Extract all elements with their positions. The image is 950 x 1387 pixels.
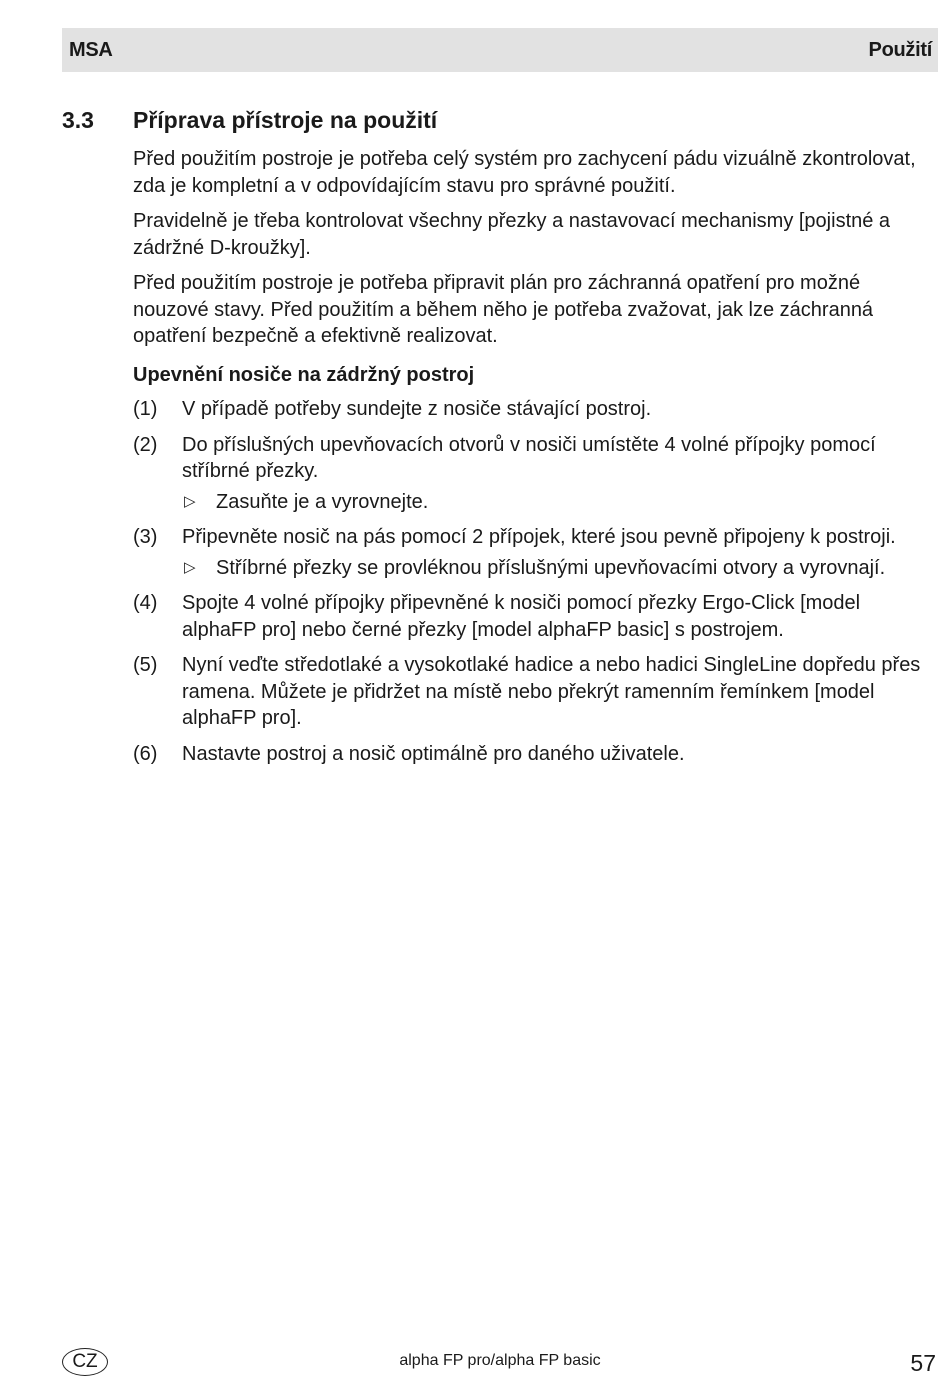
paragraph: Pravidelně je třeba kontrolovat všechny přezky a nastavovací mechanismy [pojistné a zádržné D-kroužky]. <box>133 210 891 259</box>
procedure-step <box>133 590 938 643</box>
procedure-step <box>133 396 938 423</box>
result-arrow-icon: ▷ <box>184 492 196 510</box>
step-number: (1) <box>133 398 158 420</box>
step-number: (2) <box>133 433 158 456</box>
page-footer <box>62 1348 938 1380</box>
step-text: Spojte 4 volné přípojky připevněné k nosiči pomocí přezky Ergo-Click [model alphaFP pro] nebo černé přezky [model alphaFP basic] s postrojem. <box>182 592 861 641</box>
brand-label: MSA <box>69 38 113 61</box>
step-number: (5) <box>133 654 158 676</box>
step-text: Nastavte postroj a nosič optimálně pro daného uživatele. <box>182 742 685 765</box>
paragraph: Před použitím postroje je potřeba připravit plán pro záchranná opatření pro možné nouzové stavy. Před použitím a během něho je potřeba zvažovat, jak lze záchranná opatření bezpečně a efektivně realizovat. <box>133 272 874 347</box>
page-number: 57 <box>910 1350 936 1376</box>
section-title: Příprava přístroje na použití <box>133 107 438 133</box>
step-result <box>182 489 938 516</box>
step-text: Do příslušných upevňovacích otvorů v nosiči umístěte 4 volné přípojky pomocí stříbrné přezky. <box>182 433 876 482</box>
step-number: (4) <box>133 592 158 614</box>
step-text: Připevněte nosič na pás pomocí 2 přípojek, které jsou pevně připojeny k postroji. <box>182 526 896 548</box>
step-number: (6) <box>133 742 158 765</box>
procedure-step <box>133 652 938 732</box>
chapter-label: Použití <box>868 38 932 61</box>
step-number: (3) <box>133 526 158 548</box>
procedure-heading: Upevnění nosiče na zádržný postroj <box>133 363 475 386</box>
procedure-step <box>133 741 938 768</box>
procedure-step <box>133 432 938 516</box>
section-heading <box>62 106 938 134</box>
result-text: Stříbrné přezky se provléknou příslušnými upevňovacími otvory a vyrovnají. <box>216 556 886 579</box>
product-name: alpha FP pro/alpha FP basic <box>399 1352 601 1369</box>
result-text: Zasuňte je a vyrovnejte. <box>216 490 429 513</box>
step-result <box>182 555 938 582</box>
step-text: V případě potřeby sundejte z nosiče stávající postroj. <box>182 398 652 420</box>
paragraph: Před použitím postroje je potřeba celý systém pro zachycení pádu vizuálně zkontrolovat, zda je kompletní a v odpovídajícím stavu pro správné použití. <box>133 148 916 197</box>
procedure-step <box>133 524 938 581</box>
section-number: 3.3 <box>62 107 94 133</box>
result-arrow-icon: ▷ <box>184 558 196 576</box>
language-badge: CZ <box>62 1348 108 1376</box>
step-text: Nyní veďte středotlaké a vysokotlaké hadice a nebo hadici SingleLine dopředu přes ramena. Můžete je přidržet na místě nebo překrýt ramenním řemínkem [model alphaFP pro]. <box>182 654 921 729</box>
section-body <box>133 146 938 767</box>
section-3-3 <box>62 106 938 776</box>
page-header <box>62 28 938 72</box>
